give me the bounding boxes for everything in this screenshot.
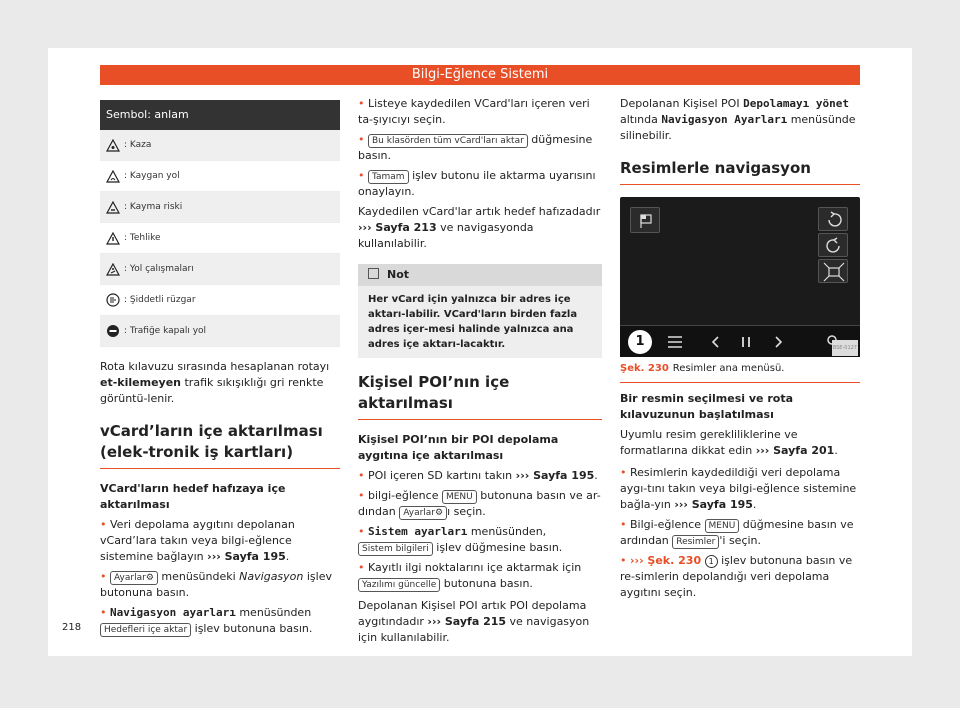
flag-icon (631, 208, 661, 234)
poi-result: Depolanan Kişisel POI artık POI depolama aygıtındadır ››› Sayfa 215 ve navigasyon için kullanılabilir. (358, 599, 590, 644)
marker-1: 1 (628, 330, 652, 354)
settings-button[interactable]: Ayarlar⚙ (399, 506, 447, 520)
symbol-label: : Tehlike (124, 233, 161, 243)
images-subtitle: Bir resmin seçilmesi ve rota kılavuzunun başlatılması (620, 392, 793, 421)
vcard-step-5: • Bu klasörden tüm vCard'ları aktar düğmesine basın. (358, 132, 602, 164)
symbol-table-header: Sembol: anlam (100, 100, 340, 130)
bottom-toolbar (620, 325, 860, 357)
gear-icon: ⚙ (435, 508, 444, 518)
fit-screen-icon (819, 260, 849, 284)
route-paragraph: Rota kılavuzu sırasında hesaplanan rotayı et-kilemeyen trafik sıkışıklığı gri renkte görüntü-lenir. (100, 360, 330, 405)
rotate-right-button[interactable] (818, 233, 848, 257)
symbol-label: : Kaygan yol (124, 171, 180, 181)
images-step-3: • ››› Şek. 230 1 işlev butonuna basın ve re-simlerin depolandığı veri depolama aygıtını seçin. (620, 553, 860, 601)
symbol-label: : Kaza (124, 140, 152, 150)
note-box (358, 264, 602, 358)
column-middle (358, 96, 602, 650)
column-right (620, 96, 860, 605)
strong-wind-icon (106, 293, 120, 307)
vcard-step-2: • Ayarlar⚙ menüsündeki Navigasyon işlev butonuna basın. (100, 569, 340, 601)
symbol-row (100, 285, 340, 316)
system-info-button[interactable]: Sistem bilgileri (358, 542, 433, 556)
rotate-right-icon (819, 234, 849, 258)
image-code: BSE-0127 (832, 340, 858, 356)
pause-icon[interactable] (738, 334, 754, 350)
poi-step-2: • bilgi-eğlence MENU butonuna basın ve ar-dından Ayarlar⚙ ı seçin. (358, 488, 602, 520)
chapter-header: Bilgi-Eğlence Sistemi (100, 65, 860, 85)
page-number: 218 (62, 622, 82, 633)
danger-warning-icon (106, 231, 120, 245)
section-title-vcard: vCard’ların içe aktarılması (elek-tronik iş kartları) (100, 421, 340, 469)
symbol-label: : Kayma riski (124, 202, 183, 212)
column-left (100, 96, 340, 641)
vcard-step-4: • Listeye kaydedilen VCard'ları içeren veri ta-şıyıcıyı seçin. (358, 96, 602, 128)
rotate-left-icon (819, 208, 849, 232)
images-step-1: • Resimlerin kaydedildiği veri depolama aygı-tını takın veya bilgi-eğlence sistemine bağla-yın ››› Sayfa 195. (620, 465, 860, 513)
import-all-vcards-button[interactable]: Bu klasörden tüm vCard'ları aktar (368, 134, 528, 148)
symbol-row (100, 223, 340, 254)
symbol-table (100, 130, 340, 347)
list-icon[interactable] (666, 334, 684, 350)
info-icon (368, 268, 379, 279)
next-icon[interactable] (770, 334, 786, 350)
symbol-row (100, 316, 340, 347)
section-title-images: Resimlerle navigasyon (620, 158, 860, 185)
ok-button[interactable]: Tamam (368, 170, 409, 184)
note-body: Her vCard için yalnızca bir adres içe aktarı-labilir. VCard'ların birden fazla adres içer-mesi halinde yalnızca ana adres içe aktarı-lacaktır. (368, 294, 578, 350)
images-step-2: • Bilgi-eğlence MENU düğmesine basın ve ardından Resimler 'i seçin. (620, 517, 860, 549)
vcard-subtitle: VCard'ların hedef hafızaya içe aktarılması (100, 482, 286, 511)
accident-warning-icon (106, 138, 120, 152)
poi-subtitle: Kişisel POI’nın bir POI depolama aygıtına içe aktarılması (358, 433, 559, 462)
note-header: Not (358, 264, 602, 286)
symbol-label: : Trafiğe kapalı yol (124, 326, 207, 336)
vcard-step-1: • Veri depolama aygıtını depolanan vCard’lara takın veya bilgi-eğlence sistemine bağlayın ››› Sayfa 195. (100, 517, 340, 565)
vcard-result: Kaydedilen vCard'lar artık hedef hafızadadır ››› Sayfa 213 ve navigasyonda kullanılabilir. (358, 205, 601, 250)
road-works-icon (106, 262, 120, 276)
symbol-label: : Yol çalışmaları (124, 264, 194, 274)
gear-icon: ⚙ (145, 573, 154, 583)
import-destinations-button[interactable]: Hedefleri içe aktar (100, 623, 191, 637)
images-requirements: Uyumlu resim gerekliliklerine ve formatlarına dikkat edin ››› Sayfa 201. (620, 428, 838, 457)
symbol-row (100, 192, 340, 223)
rotate-left-button[interactable] (818, 207, 848, 231)
poi-delete-note: Depolanan Kişisel POI Depolamayı yönet altında Navigasyon Ayarları menüsünde silinebilir. (620, 97, 856, 142)
pictures-button[interactable]: Resimler (672, 535, 719, 549)
skid-risk-icon (106, 200, 120, 214)
road-closed-icon (106, 324, 120, 338)
poi-step-1: • POI içeren SD kartını takın ››› Sayfa 195. (358, 468, 602, 484)
previous-icon[interactable] (708, 334, 724, 350)
update-software-button[interactable]: Yazılımı güncelle (358, 578, 440, 592)
section-title-poi: Kişisel POI’nın içe aktarılması (358, 372, 602, 420)
vcard-step-3: • Navigasyon ayarları menüsünden Hedefleri içe aktar işlev butonuna basın. (100, 605, 340, 637)
symbol-label: : Şiddetli rüzgar (124, 295, 196, 305)
symbol-row (100, 254, 340, 285)
menu-button[interactable]: MENU (705, 519, 740, 533)
pictures-screen (620, 197, 860, 357)
flag-button[interactable] (630, 207, 660, 233)
symbol-row (100, 130, 340, 161)
menu-button[interactable]: MENU (442, 490, 477, 504)
settings-button[interactable]: Ayarlar⚙ (110, 571, 158, 585)
fit-screen-button[interactable] (818, 259, 848, 283)
poi-step-3: • Sistem ayarları menüsünden, Sistem bilgileri işlev düğmesine basın. (358, 524, 602, 556)
slippery-road-icon (106, 169, 120, 183)
symbol-row (100, 161, 340, 192)
marker-1-ref: 1 (705, 555, 718, 568)
figure-caption: Şek. 230 Resimler ana menüsü. (620, 361, 860, 383)
poi-step-4: • Kayıtlı ilgi noktalarını içe aktarmak için Yazılımı güncelle butonuna basın. (358, 560, 602, 592)
vcard-step-6: • Tamam işlev butonu ile aktarma uyarısını onaylayın. (358, 168, 602, 200)
